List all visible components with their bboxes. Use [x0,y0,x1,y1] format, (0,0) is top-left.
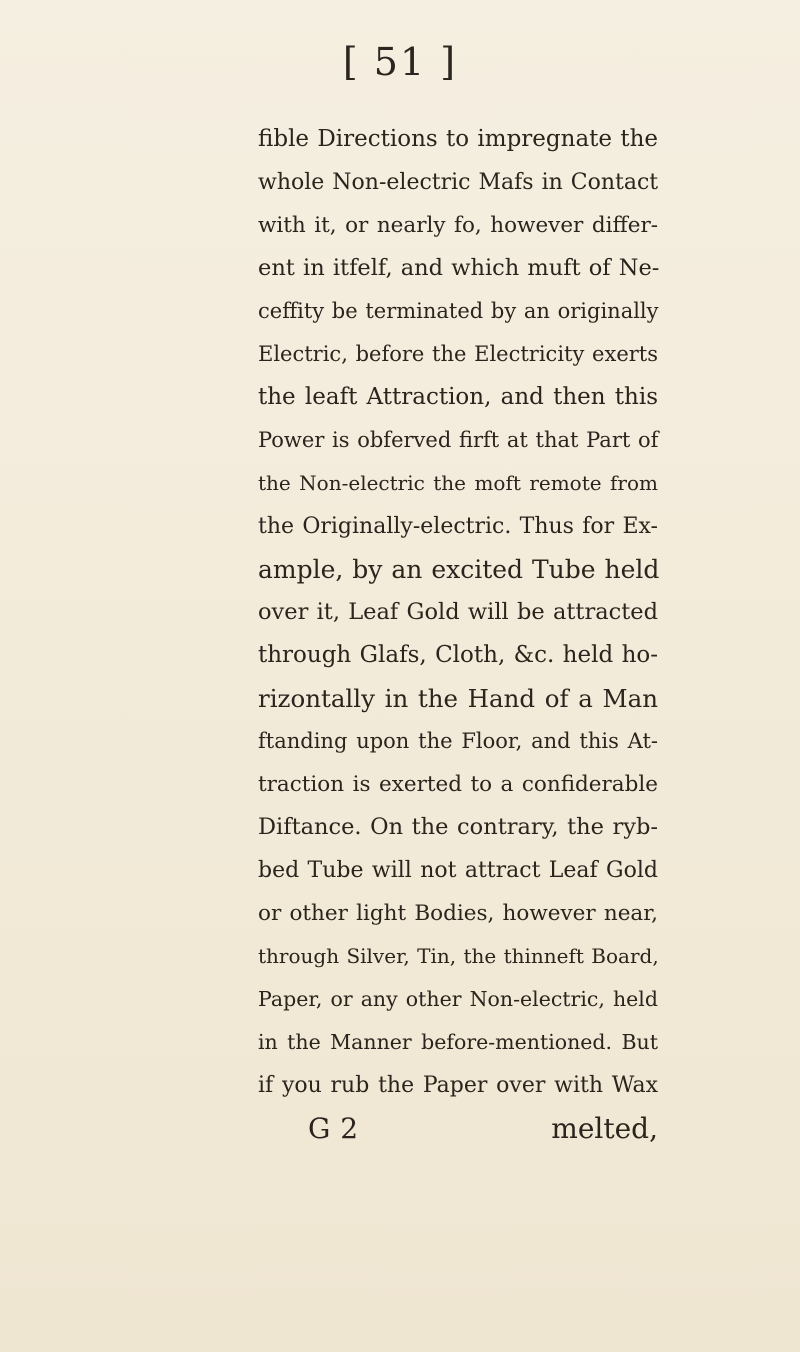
text-line: with it, or nearly fo, however differ- [258,213,658,238]
text-line: if you rub the Paper over with Wax [258,1073,658,1098]
text-line: the leaft Attraction, and then this [258,384,658,410]
text-line: through Silver, Tin, the thinneft Board, [258,944,659,968]
text-line: rizontally in the Hand of a Man [258,684,658,713]
body-text [258,118,658,1150]
text-line: through Glafs, Cloth, &c. held ho- [258,642,658,668]
text-line: ample, by an excited Tube held [258,555,660,584]
text-line: fible Directions to impregnate the [258,126,658,152]
catchword: melted, [551,1112,658,1145]
text-line: the Originally-electric. Thus for Ex- [258,514,658,539]
text-line: the Non-electric the moft remote from [258,471,658,495]
text-line: or other light Bodies, however near, [258,901,658,926]
text-line: bed Tube will not attract Leaf Gold [258,858,658,883]
text-line: ftanding upon the Floor, and this At- [258,729,658,753]
text-line: whole Non-electric Mafs in Contact [258,170,659,195]
text-line: ceffity be terminated by an originally [258,299,659,323]
text-line: Electric, before the Electricity exerts [258,342,658,366]
text-line: Diftance. On the contrary, the ryb- [258,814,658,840]
text-line: Power is obferved firft at that Part of [258,428,659,452]
page-number: [ 51 ] [342,40,458,84]
text-line: ent in itfelf, and which muft of Ne- [258,255,660,281]
text-line: over it, Leaf Gold will be attracted [258,599,658,625]
text-line: traction is exerted to a confiderable [258,772,658,797]
text-line: Paper, or any other Non-electric, held [258,987,658,1011]
signature-line [258,1107,658,1150]
text-line: in the Manner before-mentioned. But [258,1030,658,1054]
signature-mark: G 2 [308,1112,359,1145]
